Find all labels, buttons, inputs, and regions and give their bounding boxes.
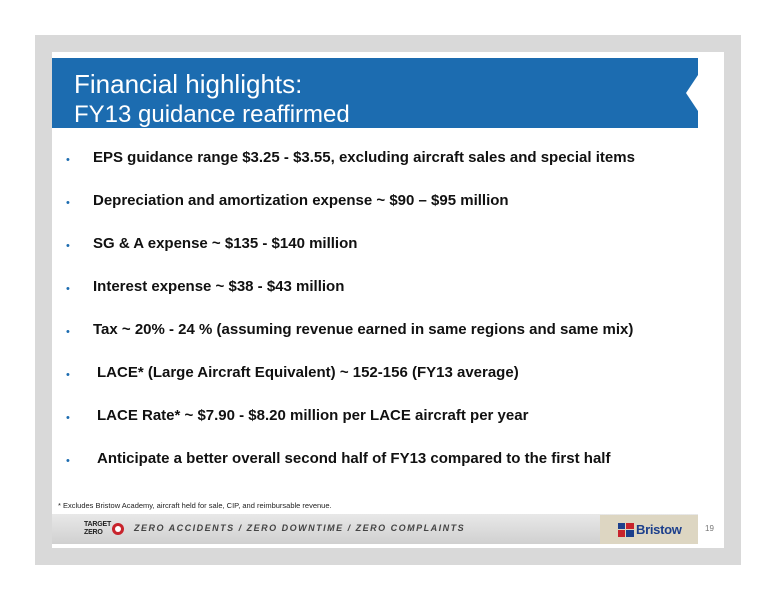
footer-band xyxy=(52,514,698,544)
bullet-item-sga xyxy=(52,234,724,258)
bristow-flag-icon xyxy=(618,523,634,537)
slide xyxy=(52,52,724,548)
bullet-text: SG & A expense ~ $135 - $140 million xyxy=(93,235,358,252)
bullet-item-eps xyxy=(52,148,724,172)
brand-name: Bristow xyxy=(636,522,682,537)
bullet-item-lace-rate xyxy=(52,406,724,430)
bullet-marker: • xyxy=(66,154,70,166)
bullet-marker: • xyxy=(66,455,70,467)
bullet-item-depreciation xyxy=(52,191,724,215)
bristow-logo xyxy=(600,515,698,544)
bullet-text: Tax ~ 20% - 24 % (assuming revenue earned in same regions and same mix) xyxy=(93,321,634,338)
target-zero-logo xyxy=(84,521,124,538)
bullet-text: Anticipate a better overall second half of FY13 compared to the first half xyxy=(97,450,611,467)
footnote: * Excludes Bristow Academy, aircraft held for sale, CIP, and reimbursable revenue. xyxy=(58,501,332,510)
bullet-text: LACE* (Large Aircraft Equivalent) ~ 152-156 (FY13 average) xyxy=(97,364,519,381)
bullet-text: EPS guidance range $3.25 - $3.55, excluding aircraft sales and special items xyxy=(93,149,635,166)
title-bar-notch xyxy=(686,72,700,114)
bullet-marker: • xyxy=(66,197,70,209)
bullet-item-interest xyxy=(52,277,724,301)
bullet-item-lace xyxy=(52,363,724,387)
bullet-text: Depreciation and amortization expense ~ $90 – $95 million xyxy=(93,192,509,209)
target-zero-text xyxy=(84,521,111,537)
bullet-marker: • xyxy=(66,326,70,338)
bullet-text: LACE Rate* ~ $7.90 - $8.20 million per LACE aircraft per year xyxy=(97,407,529,424)
bullet-item-tax xyxy=(52,320,724,344)
target-zero-line2: ZERO xyxy=(84,529,103,536)
slide-title: Financial highlights: xyxy=(74,69,303,99)
bullet-marker: • xyxy=(66,412,70,424)
slide-subtitle: FY13 guidance reaffirmed xyxy=(74,101,350,128)
bullet-marker: • xyxy=(66,283,70,295)
page-number: 19 xyxy=(705,524,714,533)
bullet-marker: • xyxy=(66,240,70,252)
footer-slogan: ZERO ACCIDENTS / ZERO DOWNTIME / ZERO COMPLAINTS xyxy=(134,523,466,533)
title-bar xyxy=(52,58,698,128)
target-icon xyxy=(112,523,124,535)
bullet-marker: • xyxy=(66,369,70,381)
bullet-text: Interest expense ~ $38 - $43 million xyxy=(93,278,345,295)
target-zero-line1: TARGET xyxy=(84,521,112,528)
bullet-item-second-half xyxy=(52,449,724,473)
